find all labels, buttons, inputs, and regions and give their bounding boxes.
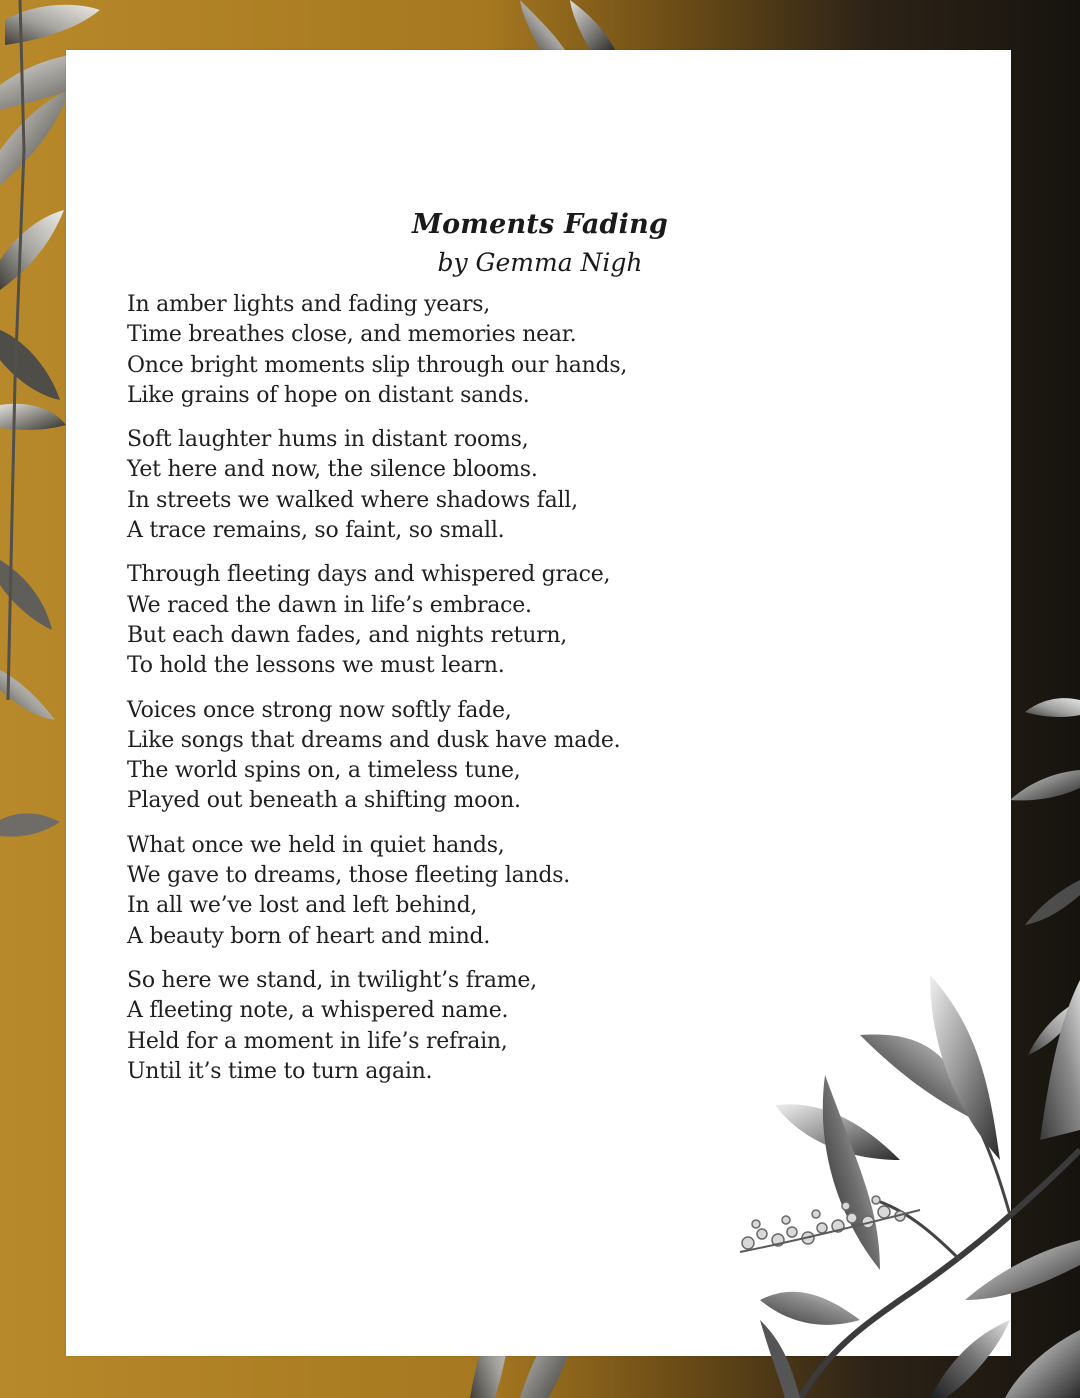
stanza — [127, 831, 627, 952]
poem-body — [127, 290, 627, 1101]
poem-line: Until it’s time to turn again. — [127, 1058, 433, 1084]
poem-line: In streets we walked where shadows fall, — [127, 487, 578, 513]
poem-line: A trace remains, so faint, so small. — [127, 518, 505, 544]
poem-line: Voices once strong now softly fade, — [127, 697, 512, 723]
poem-line: Like grains of hope on distant sands. — [127, 382, 530, 408]
poem-line: In amber lights and fading years, — [127, 292, 490, 317]
poem-line: Through fleeting days and whispered grace, — [127, 562, 611, 588]
stanza — [127, 425, 627, 546]
poem-line: Soft laughter hums in distant rooms, — [127, 427, 529, 453]
poem-line: We raced the dawn in life’s embrace. — [127, 592, 532, 618]
poem-line: Like songs that dreams and dusk have made. — [127, 727, 621, 753]
poem-line: Played out beneath a shifting moon. — [127, 788, 521, 814]
poem-line: In all we’ve lost and left behind, — [127, 893, 478, 919]
poem-line: Time breathes close, and memories near. — [127, 322, 577, 348]
stanza — [127, 560, 627, 681]
poem-line: Once bright moments slip through our hands, — [127, 352, 628, 378]
poem-header — [0, 205, 1080, 281]
poem-line: What once we held in quiet hands, — [127, 832, 505, 858]
poem-line: We gave to dreams, those fleeting lands. — [127, 863, 571, 889]
poem-line: So here we stand, in twilight’s frame, — [127, 967, 537, 993]
poem-title: Moments Fading — [412, 209, 668, 240]
stanza — [127, 290, 627, 411]
stanza — [127, 696, 627, 817]
poem-line: A fleeting note, a whispered name. — [127, 998, 509, 1024]
poem-author: by Gemma Nigh — [437, 248, 643, 277]
poem-line: Held for a moment in life’s refrain, — [127, 1028, 508, 1054]
poem-line: But each dawn fades, and nights return, — [127, 622, 568, 648]
stanza — [127, 966, 627, 1087]
poem-line: Yet here and now, the silence blooms. — [127, 457, 538, 483]
poem-line: To hold the lessons we must learn. — [127, 653, 505, 679]
poem-line: A beauty born of heart and mind. — [127, 923, 491, 949]
poem-line: The world spins on, a timeless tune, — [127, 758, 521, 784]
